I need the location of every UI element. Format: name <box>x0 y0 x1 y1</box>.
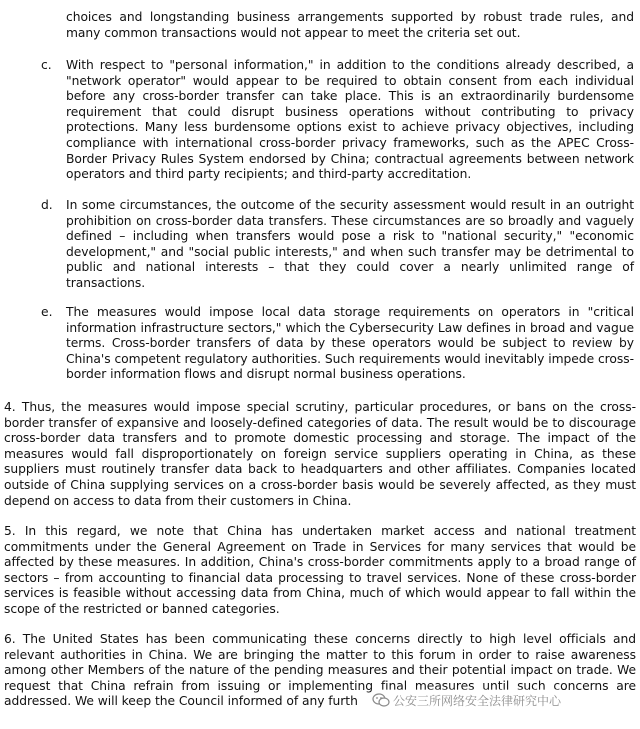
item-letter-c: c. <box>41 58 52 72</box>
watermark-text: 公安三所网络安全法律研究中心 <box>393 693 562 708</box>
item-letter-d: d. <box>41 198 53 212</box>
item-continuation: choices and longstanding business arrangements supported by robust trade rules, and many common transactions would not appear to meet the criteria set out. <box>66 10 634 40</box>
item-c-text: With respect to "personal information," in addition to the conditions already described, a "network operator" would appear to be required to obtain consent from each individual before any cross-border transfer can take place. This is an extraordinarily burdensome requirement that could disrupt business operations without contributing to privacy protections. Many less burdensome options exist to achieve privacy objectives, including compliance with international cross-border privacy frameworks, such as the APEC Cross-Border Privacy Rules System endorsed by China; contractual agreements between network operators and third party recipients; and third-party accreditation. <box>66 58 634 182</box>
item-d-text: In some circumstances, the outcome of the security assessment would result in an outright prohibition on cross-border data transfers. These circumstances are so broadly and vaguely defined – including when transfers would pose a risk to "national security," "economic development," and "social public interests," and when such transfer may be detrimental to public and national interests – that they could cover a nearly unlimited range of transactions. <box>66 198 634 290</box>
paragraph-5: 5. In this regard, we note that China has undertaken market access and national treatment commitments under the General Agreement on Trade in Services for many services that would be affected by these measures. In addition, China's cross-border commitments apply to a broad range of sectors – from accounting to financial data processing to travel services. None of these cross-border services is feasible without accessing data from China, much of which would appear to fall within the scope of the restricted or banned categories. <box>4 524 636 616</box>
item-letter-e: e. <box>41 305 53 319</box>
paragraph-4: 4. Thus, the measures would impose special scrutiny, particular procedures, or bans on the cross-border transfer of expansive and loosely-defined categories of data. The result would be to discourage cross-border data transfers and to promote domestic processing and storage. The impact of the measures would fall disproportionately on foreign service suppliers operating in China, as these suppliers must routinely transfer data back to headquarters and other affiliates. Companies located outside of China supplying services on a cross-border basis would be severely affected, as they must depend on access to data from their customers in China. <box>4 400 636 508</box>
wechat-icon <box>372 692 390 708</box>
watermark <box>372 689 561 711</box>
item-e-text: The measures would impose local data storage requirements on operators in "critical information infrastructure sectors," which the Cybersecurity Law defines in broad and vague terms. Cross-border transfers of data by these operators would be subject to review by China's competent regulatory authorities. Such requirements would inevitably impede cross-border information flows and disrupt normal business operations. <box>66 305 634 382</box>
paragraph-6: 6. The United States has been communicating these concerns directly to high level officials and relevant authorities in China. We are bringing the matter to this forum in order to raise awareness among other Members of the nature of the pending measures and their potential impact on trade. We request that China refrain from issuing or implementing final measures until such concerns are addressed. We will keep the Council informed of any furth <box>4 632 636 709</box>
